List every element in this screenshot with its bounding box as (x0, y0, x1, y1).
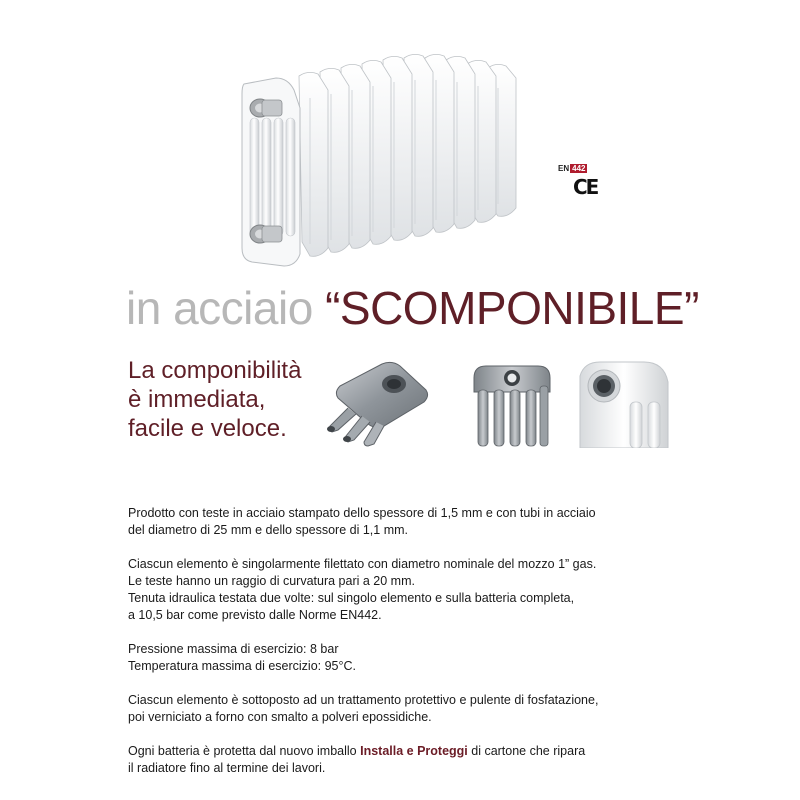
ce-mark: CE (573, 175, 598, 199)
text-line: poi verniciato a forno con smalto a polveri epossidiche. (128, 710, 432, 724)
steel-section-image (462, 356, 572, 448)
headline-emphasis: “SCOMPONIBILE” (325, 282, 699, 334)
text-line (128, 743, 668, 760)
headline-prefix: in acciaio (126, 282, 326, 334)
text-line: Ciascun elemento è singolarmente filettato con diametro nominale del mozzo 1” gas. (128, 557, 597, 571)
white-section-image (574, 356, 680, 448)
text-segment: Ogni batteria è protetta dal nuovo imballo (128, 744, 361, 758)
tagline-line: La componibilità (128, 357, 302, 384)
product-description (128, 488, 668, 794)
text-line: Tenuta idraulica testata due volte: sul singolo elemento e sulla batteria completa, (128, 591, 575, 605)
threaded-plug-bottom (250, 225, 282, 243)
steel-head-image (322, 356, 432, 448)
text-line: Le teste hanno un raggio di curvatura pari a 20 mm. (128, 574, 415, 588)
text-line: a 10,5 bar come previsto dalle Norme EN442. (128, 608, 382, 622)
tagline (128, 356, 328, 443)
text-line: il radiatore fino al termine dei lavori. (128, 761, 326, 775)
text-line: Ciascun elemento è sottoposto ad un trattamento protettivo e pulente di fosfatazione, (128, 693, 599, 707)
text-line: del diametro di 25 mm e dello spessore di 1,1 mm. (128, 523, 408, 537)
text-line: Temperatura massima di esercizio: 95°C. (128, 659, 356, 673)
text-line: Pressione massima di esercizio: 8 bar (128, 642, 339, 656)
packaging-brand-highlight: Installa e Proteggi (360, 744, 468, 758)
en-standard-badge: EN 442 (558, 164, 586, 173)
text-line: Prodotto con teste in acciaio stampato dello spessore di 1,5 mm e con tubi in acciaio (128, 506, 596, 520)
headline (126, 280, 699, 336)
text-segment: di cartone che ripara (467, 744, 586, 758)
certification-marks (558, 164, 598, 204)
radiator-product-image (238, 48, 523, 270)
tagline-line: è immediata, (128, 386, 266, 413)
threaded-plug-top (250, 99, 282, 117)
tagline-line: facile e veloce. (128, 415, 287, 442)
